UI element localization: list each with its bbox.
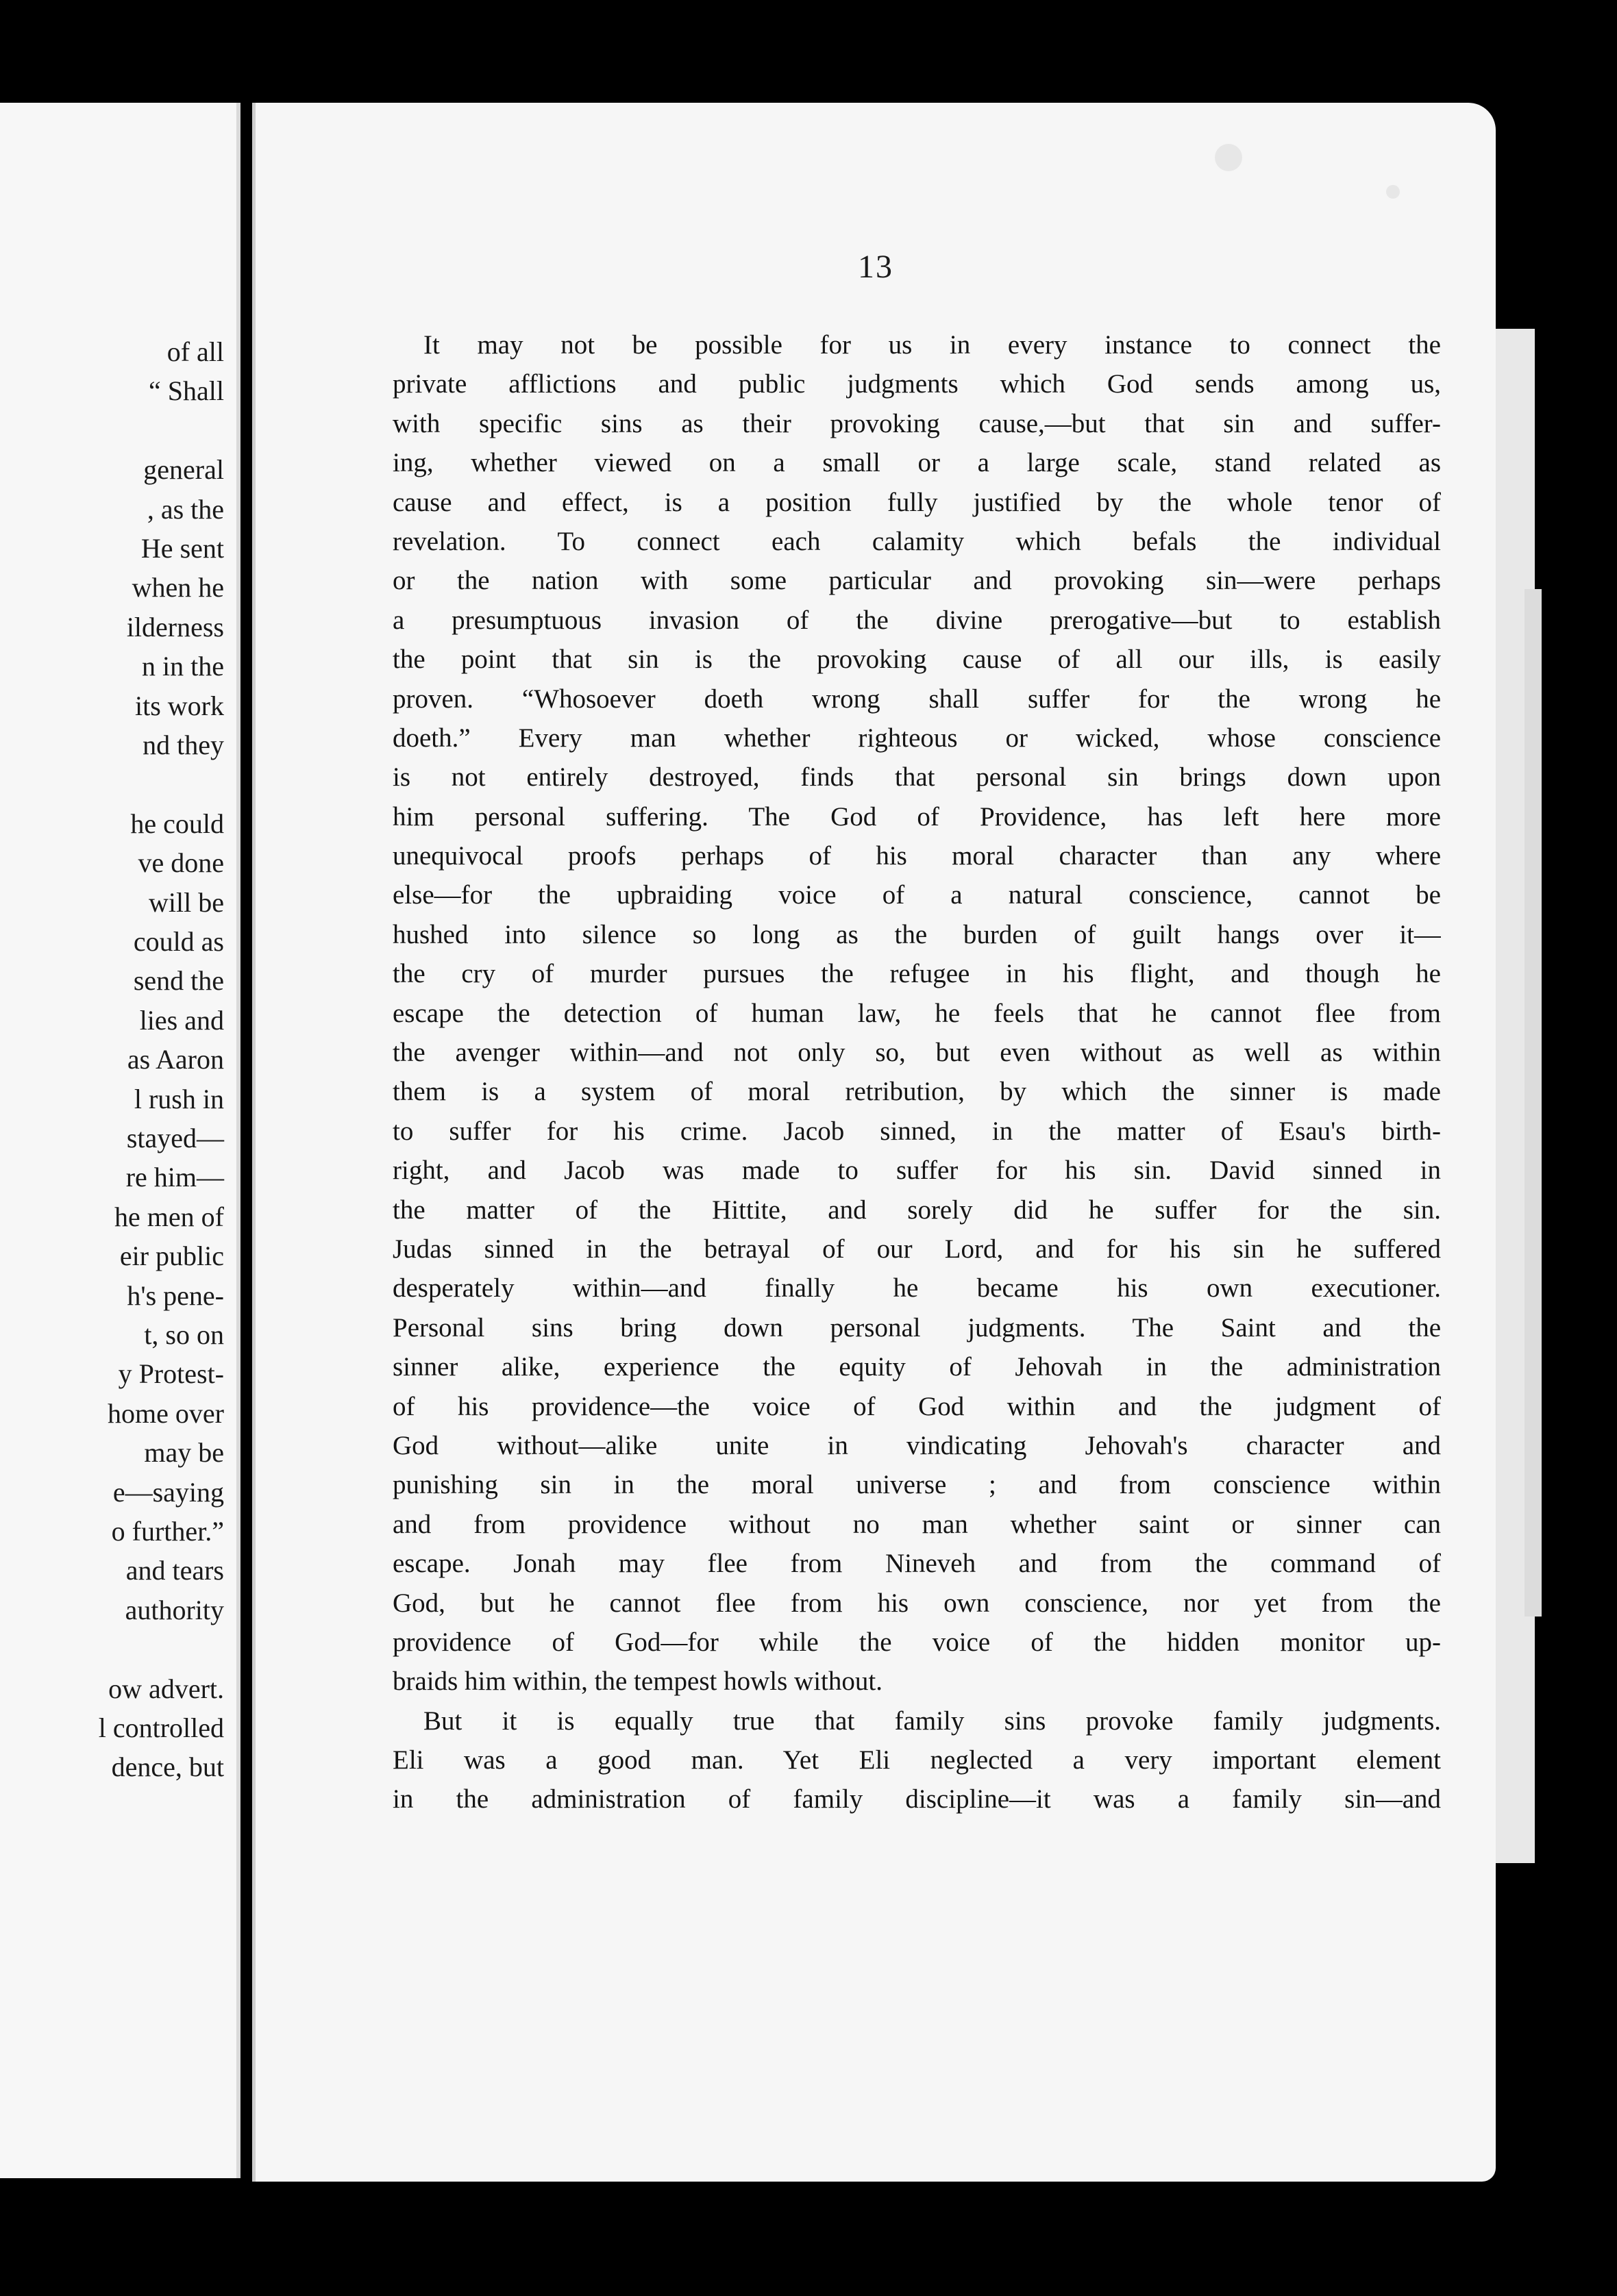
text-line: escape. Jonah may flee from Nineveh and from the command of	[393, 1549, 1441, 1579]
body-text	[393, 325, 1441, 1819]
previous-page-line: dence, but	[111, 1751, 224, 1783]
text-line: escape the detection of human law, he feels that he cannot flee from	[393, 998, 1441, 1028]
text-line: private afflictions and public judgments which God sends among us,	[393, 369, 1441, 399]
text-line: desperately within—and finally he became his own executioner.	[393, 1273, 1441, 1303]
text-line: punishing sin in the moral universe ; and from conscience within	[393, 1470, 1441, 1500]
text-line: right, and Jacob was made to suffer for his sin. David sinned in	[393, 1156, 1441, 1186]
previous-page-line: stayed—	[126, 1123, 224, 1153]
previous-page-line: re him—	[125, 1162, 224, 1193]
text-line: the cry of murder pursues the refugee in his flight, and though he	[393, 959, 1441, 989]
text-line: braids him within, the tempest howls without.	[393, 1667, 882, 1697]
text-line: with specific sins as their provoking cause,—but that sin and suffer-	[393, 408, 1441, 438]
text-line: ing, whether viewed on a small or a large scale, stand related as	[393, 448, 1441, 478]
text-line: and from providence without no man whether saint or sinner can	[393, 1509, 1441, 1539]
text-line: hushed into silence so long as the burden of guilt hangs over it—	[393, 919, 1441, 949]
paper-speck	[1215, 144, 1242, 171]
previous-page-line: will be	[149, 886, 224, 918]
text-line: It may not be possible for us in every instance to connect the	[423, 330, 1441, 360]
paper-speck	[1386, 185, 1400, 199]
previous-page-line: authority	[125, 1594, 224, 1625]
previous-page-line: could as	[133, 926, 224, 957]
page-edge-tab	[1525, 589, 1542, 1617]
text-line: a presumptuous invasion of the divine prerogative—but to establish	[393, 605, 1441, 635]
previous-page-line: general	[143, 454, 224, 486]
previous-page-line: “ Shall	[149, 375, 224, 407]
previous-page-line: lies and	[139, 1004, 224, 1036]
previous-page-line: l rush in	[134, 1083, 224, 1114]
previous-page-line: send the	[133, 965, 224, 997]
previous-page-line: may be	[144, 1437, 224, 1469]
previous-page-line: ve done	[138, 847, 224, 879]
text-line: the avenger within—and not only so, but even without as well as within	[393, 1038, 1441, 1068]
previous-page-line: , as the	[147, 493, 224, 525]
previous-page-line: h's pene-	[127, 1280, 224, 1311]
text-line: providence of God—for while the voice of the hidden monitor up-	[393, 1627, 1441, 1657]
text-line: But it is equally true that family sins provoke family judgments.	[423, 1706, 1441, 1736]
text-line: sinner alike, experience the equity of Jehovah in the administration	[393, 1352, 1441, 1382]
previous-page-line: He sent	[140, 533, 224, 564]
previous-page-line: y Protest-	[118, 1358, 224, 1390]
text-line: doeth.” Every man whether righteous or wicked, whose conscience	[393, 723, 1441, 753]
text-line: Eli was a good man. Yet Eli neglected a very important element	[393, 1745, 1441, 1775]
previous-page-line: when he	[132, 572, 224, 603]
text-line: else—for the upbraiding voice of a natural conscience, cannot be	[393, 880, 1441, 910]
text-line: God without—alike unite in vindicating Jehovah's character and	[393, 1430, 1441, 1460]
text-line: to suffer for his crime. Jacob sinned, in the matter of Esau's birth-	[393, 1116, 1441, 1146]
previous-page-line: o further.”	[111, 1516, 224, 1547]
text-line: revelation. To connect each calamity which befals the individual	[393, 526, 1441, 556]
previous-page-line: home over	[108, 1397, 224, 1429]
book-page	[252, 103, 1496, 2182]
text-line: in the administration of family discipline—it was a family sin—and	[393, 1784, 1441, 1814]
page-number: 13	[858, 249, 893, 285]
text-line: God, but he cannot flee from his own conscience, nor yet from the	[393, 1588, 1441, 1618]
text-line: the matter of the Hittite, and sorely did he suffer for the sin.	[393, 1195, 1441, 1225]
previous-page-line: ow advert.	[108, 1673, 224, 1704]
text-line: of his providence—the voice of God within and the judgment of	[393, 1391, 1441, 1421]
text-line: is not entirely destroyed, finds that personal sin brings down upon	[393, 762, 1441, 793]
previous-page-line: nd they	[143, 729, 224, 760]
previous-page-line: he could	[130, 808, 224, 839]
previous-page-line: as Aaron	[127, 1044, 224, 1075]
text-line: Personal sins bring down personal judgments. The Saint and the	[393, 1312, 1441, 1343]
text-line: the point that sin is the provoking cause of all our ills, is easily	[393, 645, 1441, 675]
previous-page-line: t, so on	[144, 1319, 224, 1350]
text-line: or the nation with some particular and provoking sin—were perhaps	[393, 566, 1441, 596]
text-line: them is a system of moral retribution, by which the sinner is made	[393, 1077, 1441, 1107]
previous-page-line: and tears	[125, 1555, 224, 1586]
previous-page-line: e—saying	[112, 1476, 224, 1508]
previous-page-line: eir public	[119, 1240, 224, 1272]
previous-page-fragment	[0, 103, 240, 2178]
text-line: him personal suffering. The God of Providence, has left here more	[393, 801, 1441, 832]
previous-page-line: l controlled	[98, 1712, 224, 1743]
previous-page-line: of all	[166, 336, 224, 367]
text-line: unequivocal proofs perhaps of his moral character than any where	[393, 841, 1441, 871]
previous-page-line: ilderness	[126, 611, 224, 642]
previous-page-line: its work	[135, 690, 224, 721]
previous-page-line: n in the	[142, 651, 224, 682]
text-line: cause and effect, is a position fully justified by the whole tenor of	[393, 487, 1441, 517]
text-line: proven. “Whosoever doeth wrong shall suffer for the wrong he	[393, 684, 1441, 714]
text-line: Judas sinned in the betrayal of our Lord, and for his sin he suffered	[393, 1234, 1441, 1264]
previous-page-line: he men of	[114, 1201, 224, 1232]
